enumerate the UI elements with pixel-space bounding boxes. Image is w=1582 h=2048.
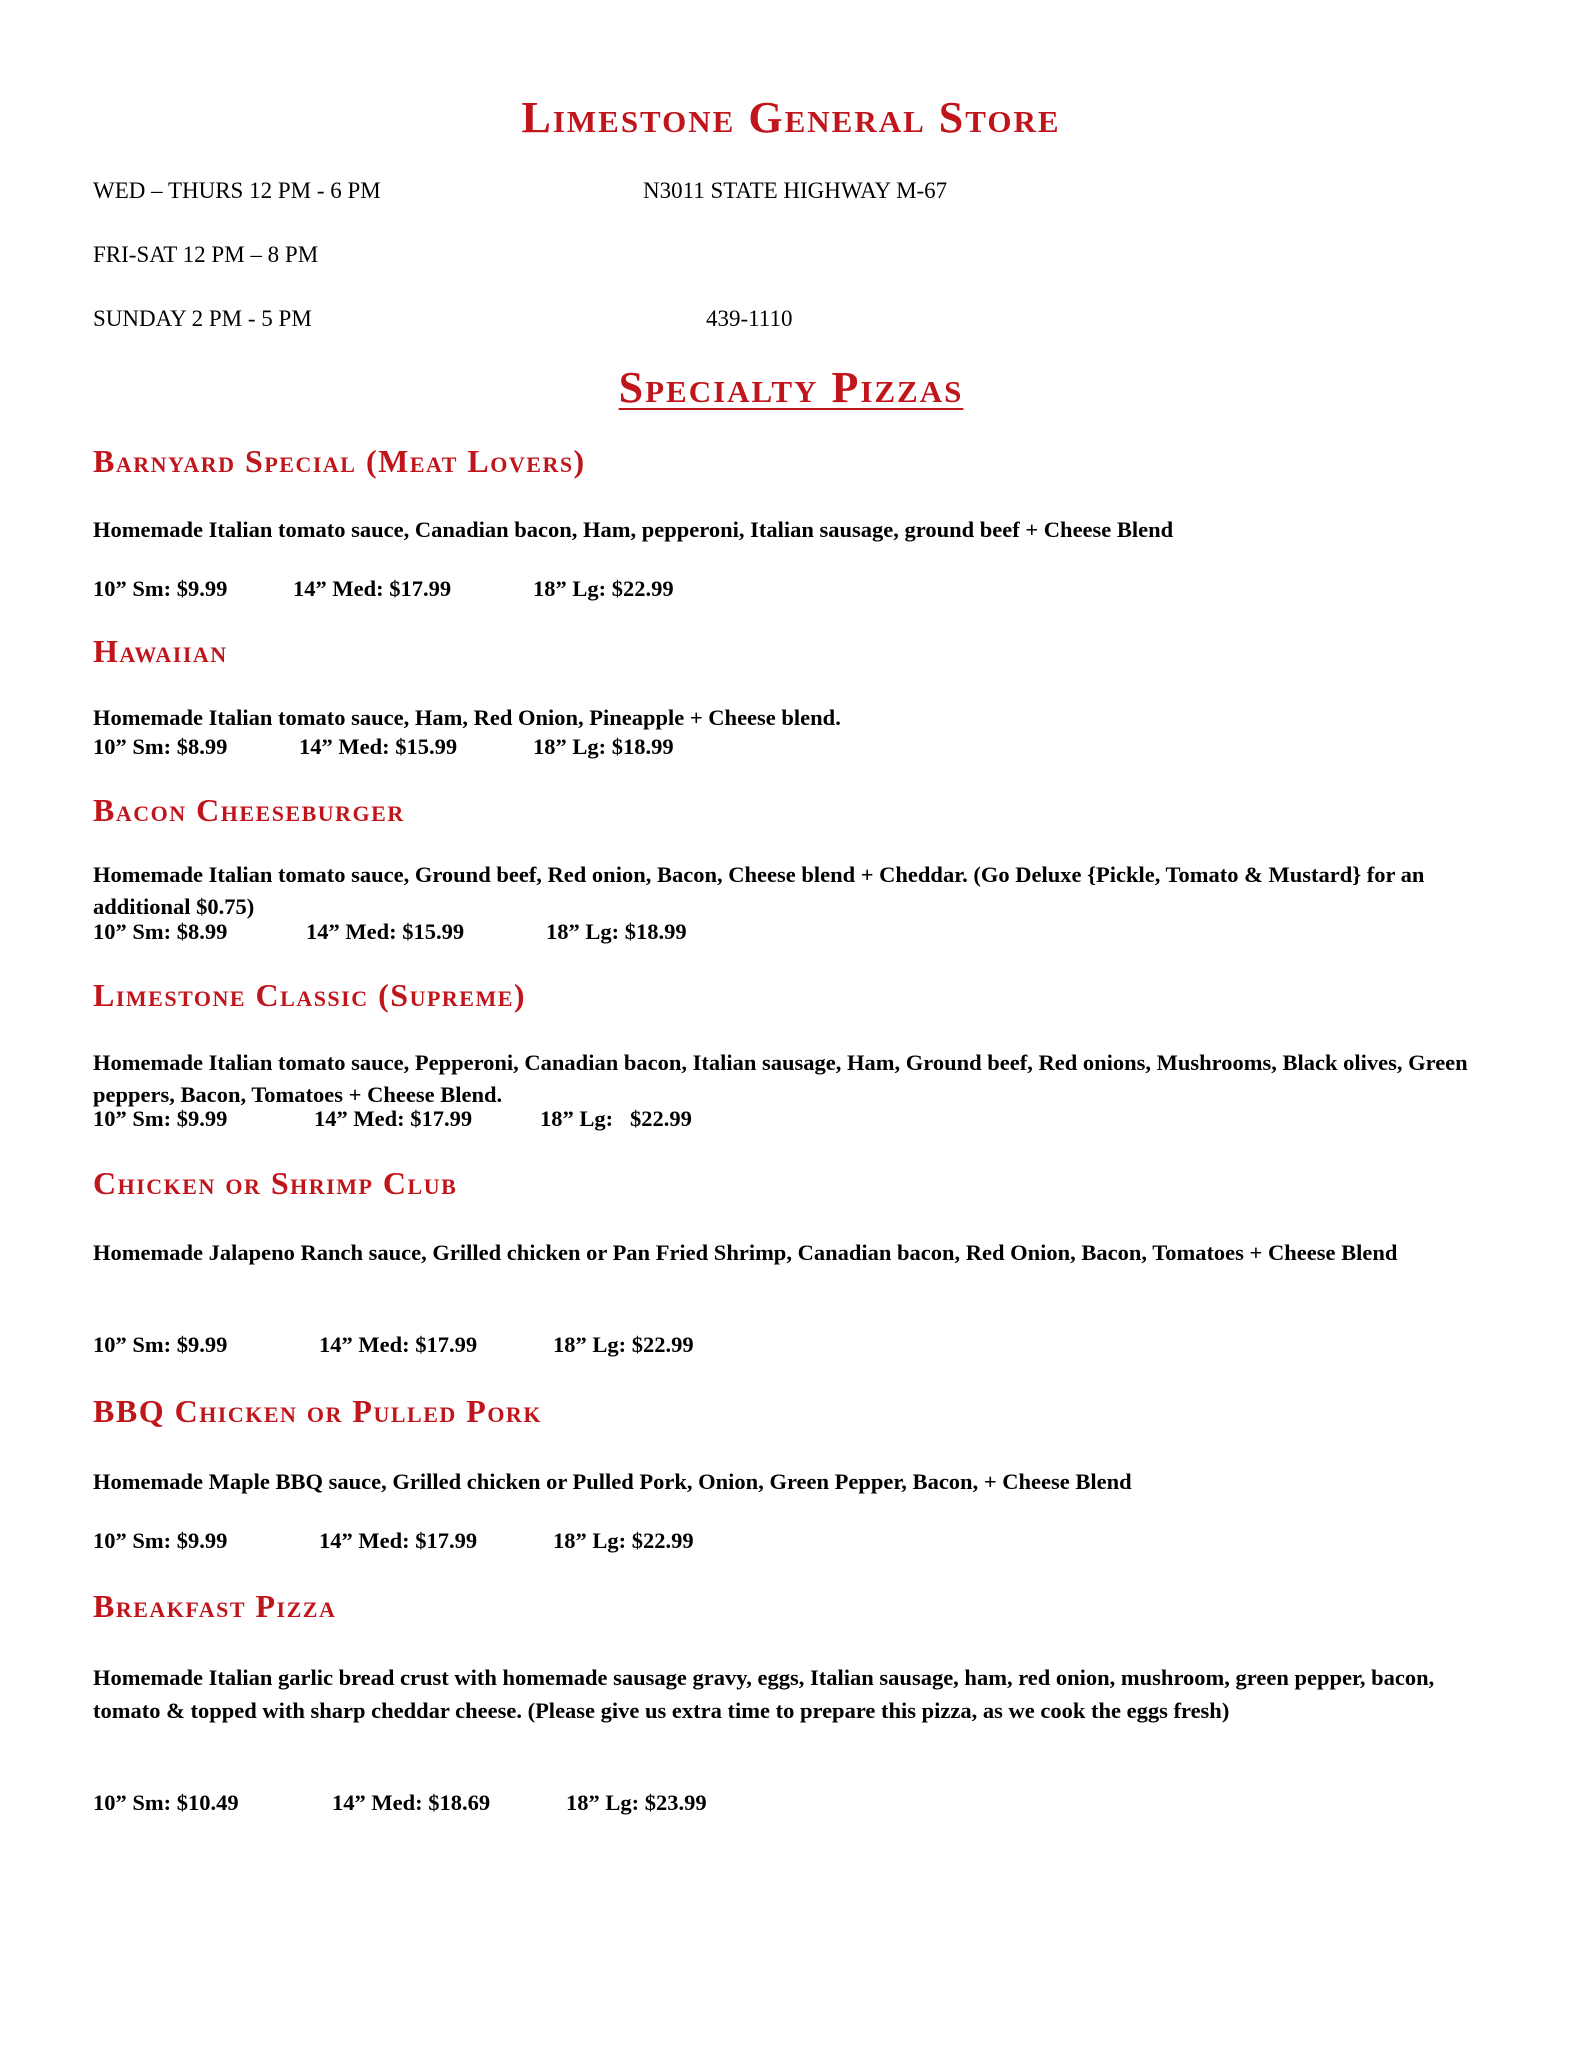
price-large: 18” Lg: $18.99 (533, 734, 674, 759)
store-title-text: Limestone General Store (521, 93, 1061, 142)
price-large: 18” Lg: $22.99 (553, 1528, 694, 1553)
price-large: 18” Lg: $22.99 (553, 1332, 694, 1357)
hours-fri-sat: FRI-SAT 12 PM – 8 PM (93, 242, 319, 267)
price-small: 10” Sm: $9.99 (93, 576, 228, 601)
pizza-description: Homemade Italian tomato sauce, Pepperoni, Canadian bacon, Italian sausage, Ham, Ground beef, Red onions, Mushrooms, Black olives, Green peppers, Bacon, Tomatoes + Cheese Blend. (93, 1050, 1468, 1107)
price-medium: 14” Med: $17.99 (319, 1332, 478, 1357)
pizza-prices (93, 1332, 694, 1358)
pizza-prices (93, 1790, 707, 1816)
pizza-prices (93, 1106, 692, 1132)
pizza-description: Homemade Italian tomato sauce, Ground beef, Red onion, Bacon, Cheese blend + Cheddar. (Go Deluxe {Pickle, Tomato & Mustard} for an additional $0.75) (93, 862, 1425, 919)
price-medium: 14” Med: $18.69 (332, 1790, 491, 1815)
phone: 439-1110 (706, 306, 793, 331)
price-small: 10” Sm: $9.99 (93, 1528, 228, 1553)
price-small: 10” Sm: $8.99 (93, 919, 228, 944)
price-medium: 14” Med: $15.99 (299, 734, 458, 759)
price-large: 18” Lg: $22.99 (540, 1106, 692, 1131)
price-medium: 14” Med: $17.99 (293, 576, 452, 601)
pizza-name: Chicken or Shrimp Club (93, 1165, 458, 1201)
pizza-name: BBQ Chicken or Pulled Pork (93, 1393, 542, 1429)
price-small: 10” Sm: $8.99 (93, 734, 228, 759)
address: N3011 STATE HIGHWAY M-67 (643, 178, 948, 203)
pizza-name: Barnyard Special (Meat Lovers) (93, 443, 586, 479)
pizza-description: Homemade Italian garlic bread crust with homemade sausage gravy, eggs, Italian sausage, ham, red onion, mushroom, green pepper, bacon, tomato & topped with sharp cheddar cheese. (Please give us extra time to prepare this pizza, as we cook the eggs fresh) (93, 1665, 1435, 1723)
price-medium: 14” Med: $17.99 (319, 1528, 478, 1553)
pizza-name: Breakfast Pizza (93, 1588, 337, 1624)
pizza-description: Homemade Jalapeno Ranch sauce, Grilled chicken or Pan Fried Shrimp, Canadian bacon, Red Onion, Bacon, Tomatoes + Cheese Blend (93, 1240, 1398, 1265)
price-medium: 14” Med: $15.99 (306, 919, 465, 944)
price-large: 18” Lg: $18.99 (546, 919, 687, 944)
price-medium: 14” Med: $17.99 (314, 1106, 473, 1131)
price-small: 10” Sm: $9.99 (93, 1332, 228, 1357)
section-title (0, 362, 1582, 413)
pizza-prices (93, 919, 687, 945)
pizza-description: Homemade Italian tomato sauce, Canadian bacon, Ham, pepperoni, Italian sausage, ground beef + Cheese Blend (93, 517, 1174, 542)
price-small: 10” Sm: $10.49 (93, 1790, 239, 1815)
hours-wed-thurs: WED – THURS 12 PM - 6 PM (93, 178, 381, 203)
pizza-description: Homemade Maple BBQ sauce, Grilled chicken or Pulled Pork, Onion, Green Pepper, Bacon, + Cheese Blend (93, 1469, 1132, 1494)
section-title-text: Specialty Pizzas (618, 363, 964, 412)
pizza-prices (93, 1528, 694, 1554)
price-large: 18” Lg: $23.99 (566, 1790, 707, 1815)
pizza-name: Hawaiian (93, 633, 228, 669)
pizza-name: Limestone Classic (Supreme) (93, 977, 527, 1013)
pizza-name: Bacon Cheeseburger (93, 792, 405, 828)
pizza-prices (93, 734, 674, 760)
price-large: 18” Lg: $22.99 (533, 576, 674, 601)
store-title (0, 92, 1582, 143)
hours-sunday: SUNDAY 2 PM - 5 PM (93, 306, 312, 331)
price-small: 10” Sm: $9.99 (93, 1106, 228, 1131)
pizza-prices (93, 576, 674, 602)
pizza-description: Homemade Italian tomato sauce, Ham, Red Onion, Pineapple + Cheese blend. (93, 705, 841, 730)
